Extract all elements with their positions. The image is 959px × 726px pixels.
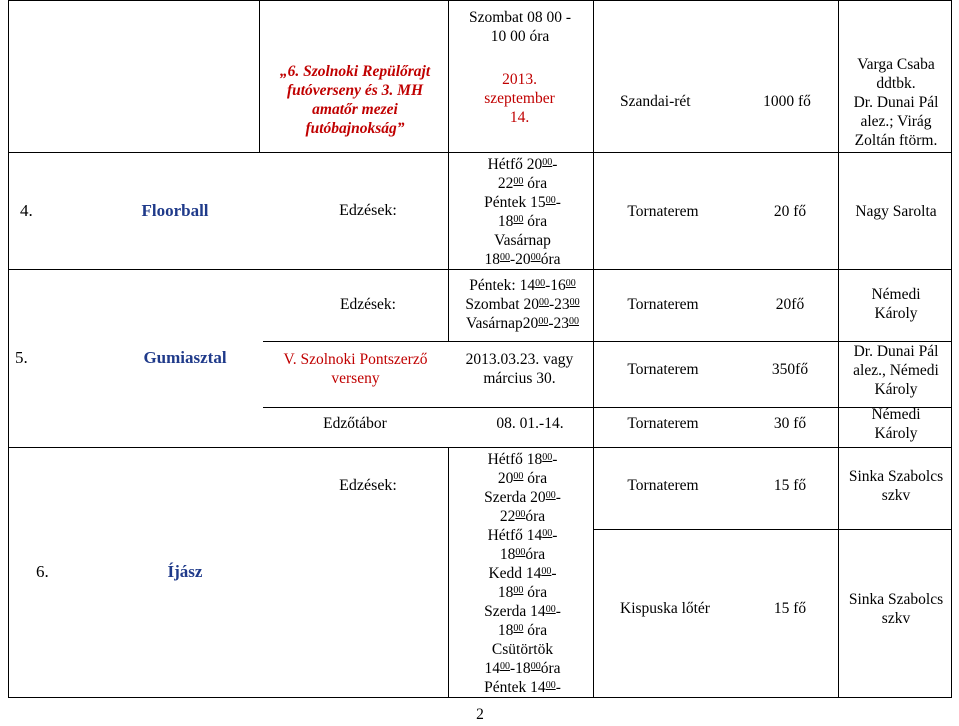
section-4-location: Tornaterem: [627, 203, 699, 220]
section-5-row1-schedule: Péntek: $14^{00}-16^{00}$ Szombat $20^{00}-23^{00}$ $Vasárnap20^{00}-23^{00}$: [465, 277, 580, 332]
section-5-row2-schedule: 2013.03.23. vagy március 30.: [465, 351, 574, 387]
section-4-sport: Floorball: [141, 201, 209, 220]
section-5-row3-count: 30 fő: [773, 415, 807, 432]
time-top: Szombat 08 00 - 10 00 óra: [468, 9, 572, 45]
section-6-row1-responsible: Sinka Szabolcs szkv: [848, 468, 944, 504]
section-6-row1-location: Tornaterem: [627, 477, 699, 494]
section-5-row2-location: Tornaterem: [627, 361, 699, 378]
section-4-schedule: Hétfő $20^{00}-$ $22^{00}$ óra Péntek $15^{00}-$ $18^{00}$ óra Vasárnap $18^{00}-20^{00}óra$: [484, 156, 561, 268]
event-name: „6. Szolnoki Repülőrajt futóverseny és 3. MH amatőr mezei futóbajnokság”: [279, 63, 431, 137]
event-responsible: Varga Csaba ddtbk. Dr. Dunai Pál alez.; Virág Zoltán ftörm.: [853, 56, 939, 149]
section-5-row2-count: 350fő: [771, 361, 809, 378]
section-5-sport: Gumiasztal: [143, 348, 227, 367]
section-6-row2-location: Kispuska lőtér: [620, 600, 710, 617]
event-location: Szandai-rét: [620, 93, 691, 110]
section-6-type: Edzések:: [339, 477, 397, 494]
section-5-row3-location: Tornaterem: [627, 415, 699, 432]
section-4-number: 4.: [20, 201, 33, 220]
section-5-number: 5.: [15, 348, 28, 367]
section-6-sport: Íjász: [167, 562, 203, 581]
section-4-responsible: Nagy Sarolta: [855, 203, 937, 220]
section-6-number: 6.: [36, 562, 49, 581]
section-5-row3-responsible: Némedi Károly: [871, 406, 921, 442]
section-5-row1-responsible: Némedi Károly: [871, 286, 921, 322]
event-date: 2013. szeptember 14.: [484, 71, 555, 126]
page-number: 2: [476, 706, 484, 723]
section-5-row1-location: Tornaterem: [627, 296, 699, 313]
section-5-row3-type: Edzőtábor: [323, 415, 387, 432]
section-6-row2-count: 15 fő: [773, 600, 807, 617]
section-5-row2-responsible: Dr. Dunai Pál alez., Némedi Károly: [853, 343, 939, 398]
section-5-row1-type: Edzések:: [340, 296, 396, 313]
section-6-schedule: Hétfő $18^{00}-$ $20^{00}$ óra Szerda $20^{00}-$ $22^{00}óra$ Hétfő $14^{00}-$ $18^{00}óra$ Kedd $14^{00}-$ $18^{00}$ óra Szerda $14^{00}-$ $18^{00}$ óra Csütörtök $14^{00}-18^{00}óra$ Péntek $14^{00}-$: [484, 451, 561, 696]
section-4-count: 20 fő: [773, 203, 807, 220]
section-4-type: Edzések:: [339, 202, 397, 219]
section-5-row1-count: 20fő: [775, 296, 805, 313]
section-6-row2-responsible: Sinka Szabolcs szkv: [848, 591, 944, 627]
section-6-row1-count: 15 fő: [773, 477, 807, 494]
section-5-row2-type: V. Szolnoki Pontszerző verseny: [283, 351, 428, 387]
event-count: 1000 fő: [763, 93, 811, 110]
section-5-row3-schedule: 08. 01.-14.: [496, 415, 564, 432]
